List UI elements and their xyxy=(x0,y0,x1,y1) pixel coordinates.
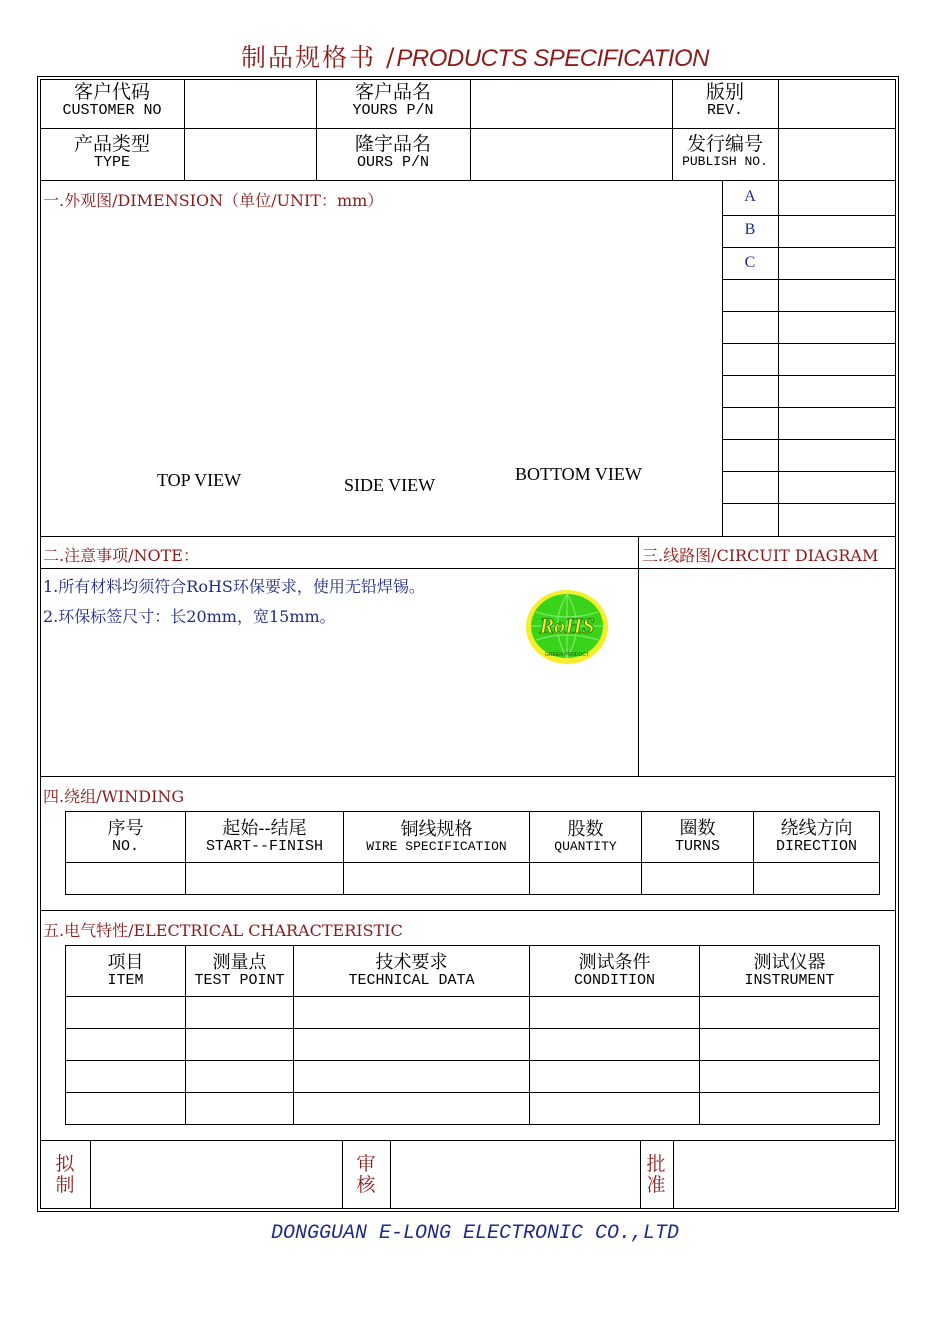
customer-pn-value[interactable] xyxy=(471,80,671,127)
winding-cell[interactable] xyxy=(754,863,880,895)
rev-grid-line xyxy=(722,247,896,248)
rev-label-a: A xyxy=(744,188,756,205)
winding-col-wire-spec: 铜线规格 WIRE SPECIFICATION xyxy=(344,812,530,863)
winding-col-quantity: 股数 QUANTITY xyxy=(530,812,642,863)
rev-grid-mid xyxy=(778,180,779,536)
note-heading: 二.注意事项/NOTE： xyxy=(43,546,199,565)
electrical-cell[interactable] xyxy=(186,997,294,1029)
rohs-logo xyxy=(524,588,610,666)
approve-signature-field[interactable] xyxy=(674,1141,895,1208)
dimension-bottom-right xyxy=(722,536,896,537)
electrical-col-condition: 测试条件 CONDITION xyxy=(530,946,700,997)
rev-grid-line xyxy=(722,343,896,344)
winding-table xyxy=(65,811,880,895)
rev-grid-line xyxy=(722,215,896,216)
circuit-heading: 三.线路图/CIRCUIT DIAGRAM xyxy=(642,546,879,565)
electrical-table xyxy=(65,945,880,1125)
electrical-row xyxy=(66,997,880,1029)
electrical-col-test-point: 测量点 TEST POINT xyxy=(186,946,294,997)
electrical-col-technical-data: 技术要求 TECHNICAL DATA xyxy=(294,946,530,997)
product-type-label: 产品类型 TYPE xyxy=(73,133,150,171)
side-view-label: SIDE VIEW xyxy=(344,475,436,495)
electrical-cell[interactable] xyxy=(530,1029,700,1061)
winding-cell[interactable] xyxy=(642,863,754,895)
rev-grid-line xyxy=(722,279,896,280)
winding-col-direction: 绕线方向 DIRECTION xyxy=(754,812,880,863)
electrical-cell[interactable] xyxy=(66,1093,186,1125)
title-en: PRODUCTS SPECIFICATION xyxy=(396,45,709,72)
electrical-row xyxy=(66,1029,880,1061)
electrical-cell[interactable] xyxy=(294,997,530,1029)
electrical-cell[interactable] xyxy=(530,1093,700,1125)
rev-label-c: C xyxy=(744,254,756,271)
draft-signature-field[interactable] xyxy=(91,1141,341,1208)
ours-pn-value[interactable] xyxy=(471,129,671,179)
rohs-logo-text: RoHS xyxy=(539,613,595,638)
rev-label-b: B xyxy=(744,221,756,238)
note-line-1: 1.所有材料均须符合RoHS环保要求，使用无铅焊锡。 xyxy=(43,577,425,596)
electrical-heading: 五.电气特性/ELECTRICAL CHARACTERISTIC xyxy=(43,921,403,940)
electrical-cell[interactable] xyxy=(530,997,700,1029)
dimension-bottom-left xyxy=(40,536,696,537)
customer-code-label: 客户代码 CUSTOMER NO xyxy=(62,81,162,119)
electrical-cell[interactable] xyxy=(294,1029,530,1061)
winding-col-no: 序号 NO. xyxy=(66,812,186,863)
note-heading-divider xyxy=(40,568,896,569)
winding-col-start-finish: 起始--结尾 START--FINISH xyxy=(186,812,344,863)
winding-heading: 四.绕组/WINDING xyxy=(43,787,185,806)
electrical-cell[interactable] xyxy=(700,997,880,1029)
publish-no-value[interactable] xyxy=(779,129,895,179)
note-bottom xyxy=(40,776,896,777)
electrical-cell[interactable] xyxy=(294,1061,530,1093)
title-cn: 制品规格书 / xyxy=(241,43,397,72)
rohs-logo-subtext: GREEN PRODUCT xyxy=(545,652,589,658)
revision-value[interactable] xyxy=(779,80,895,127)
electrical-col-instrument: 测试仪器 INSTRUMENT xyxy=(700,946,880,997)
publish-no-label: 发行编号 PUBLISH NO. xyxy=(682,133,768,169)
note-circuit-divider xyxy=(638,536,639,776)
document-title xyxy=(0,38,950,74)
review-signature-field[interactable] xyxy=(391,1141,639,1208)
winding-bottom xyxy=(40,910,896,911)
electrical-cell[interactable] xyxy=(700,1061,880,1093)
rev-grid-line xyxy=(722,503,896,504)
winding-cell[interactable] xyxy=(186,863,344,895)
electrical-cell[interactable] xyxy=(66,1029,186,1061)
winding-cell[interactable] xyxy=(344,863,530,895)
company-footer: DONGGUAN E-LONG ELECTRONIC CO.,LTD xyxy=(270,1222,680,1245)
customer-code-value[interactable] xyxy=(185,80,315,127)
draft-label: 拟 制 xyxy=(55,1153,75,1196)
electrical-cell[interactable] xyxy=(700,1029,880,1061)
electrical-cell[interactable] xyxy=(186,1093,294,1125)
winding-header-row xyxy=(66,812,880,863)
top-view-label: TOP VIEW xyxy=(157,470,242,490)
customer-pn-label: 客户品名 YOURS P/N xyxy=(352,81,434,119)
winding-cell[interactable] xyxy=(530,863,642,895)
bottom-view-label: BOTTOM VIEW xyxy=(515,464,642,484)
electrical-row xyxy=(66,1061,880,1093)
electrical-cell[interactable] xyxy=(530,1061,700,1093)
electrical-cell[interactable] xyxy=(66,997,186,1029)
header-divider xyxy=(40,128,896,129)
ours-pn-label: 隆宇品名 OURS P/N xyxy=(354,133,431,171)
winding-col-turns: 圈数 TURNS xyxy=(642,812,754,863)
rev-grid-line xyxy=(722,375,896,376)
rev-grid-line xyxy=(722,471,896,472)
note-line-2: 2.环保标签尺寸：长20mm，宽15mm。 xyxy=(43,607,336,626)
winding-cell[interactable] xyxy=(66,863,186,895)
electrical-cell[interactable] xyxy=(66,1061,186,1093)
electrical-col-item: 项目 ITEM xyxy=(66,946,186,997)
rev-grid-line xyxy=(722,311,896,312)
electrical-header-row xyxy=(66,946,880,997)
dimension-heading: 一.外观图/DIMENSION（单位/UNIT：mm） xyxy=(43,191,384,210)
dimension-bottom-gap xyxy=(696,536,722,537)
rev-grid-line xyxy=(722,407,896,408)
electrical-row xyxy=(66,1093,880,1125)
revision-label: 版别 REV. xyxy=(705,81,744,119)
winding-row xyxy=(66,863,880,895)
electrical-cell[interactable] xyxy=(294,1093,530,1125)
sign-divider-2 xyxy=(342,1140,343,1209)
electrical-cell[interactable] xyxy=(700,1093,880,1125)
electrical-cell[interactable] xyxy=(186,1029,294,1061)
header-bottom xyxy=(40,180,896,181)
product-type-value[interactable] xyxy=(185,129,315,179)
electrical-cell[interactable] xyxy=(186,1061,294,1093)
approve-label: 批 准 xyxy=(646,1153,666,1196)
rev-grid-line xyxy=(722,439,896,440)
review-label: 审 核 xyxy=(356,1153,376,1196)
